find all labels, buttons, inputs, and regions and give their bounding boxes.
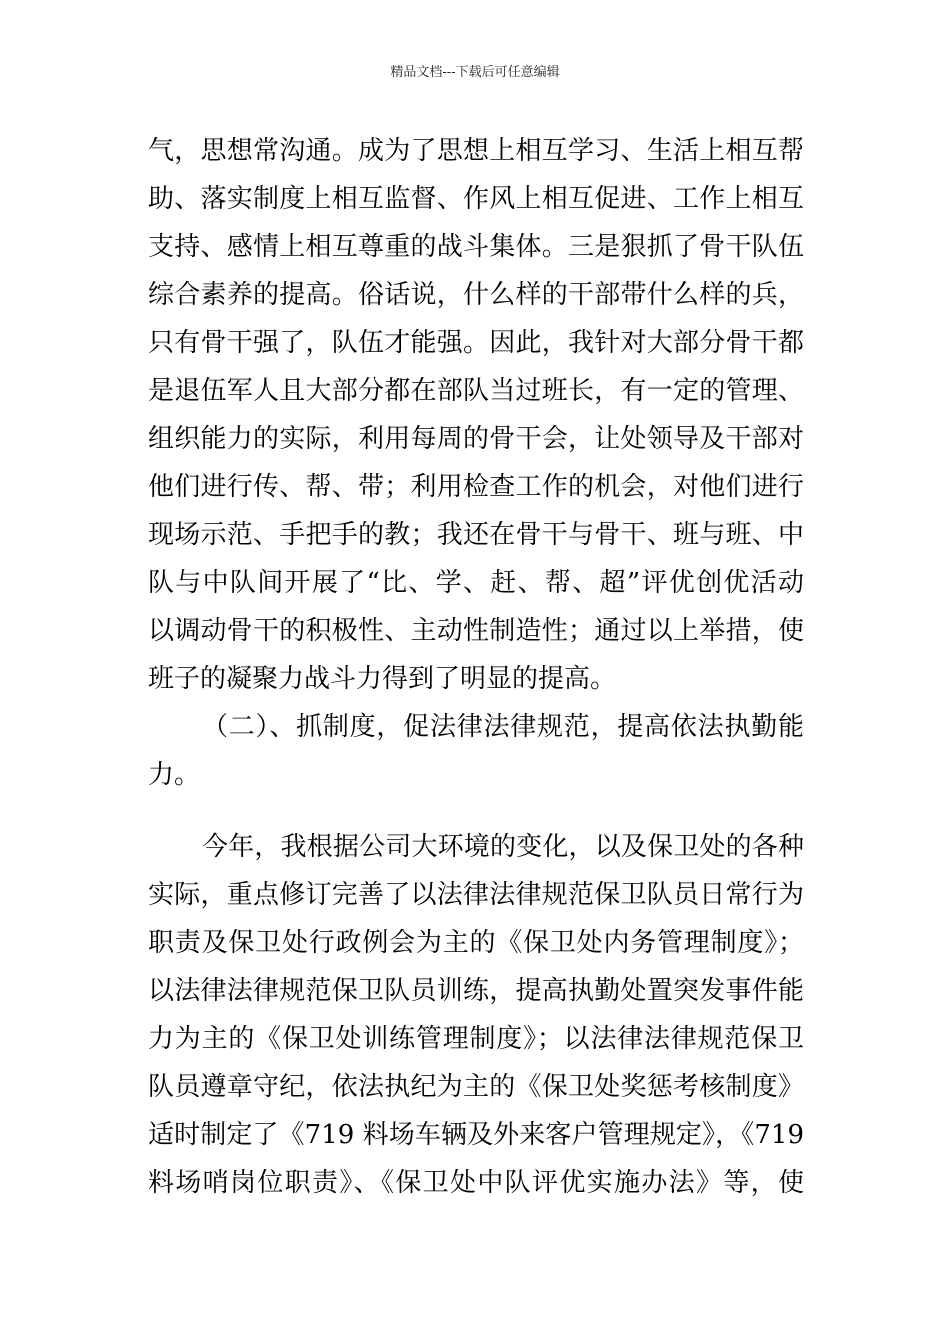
page-header: 精品文档---下载后可任意编辑 [390,65,560,80]
paragraph-line: 支持、感情上相互尊重的战斗集体。三是狠抓了骨干队伍 [148,232,804,262]
paragraph-line: 综合素养的提高。俗话说，什么样的干部带什么样的兵， [148,280,804,310]
paragraph-line: 是退伍军人且大部分都在部队当过班长，有一定的管理、 [148,376,804,406]
paragraph-line: 以法律法律规范保卫队员训练，提高执勤处置突发事件能 [148,976,804,1006]
paragraph-line: 班子的凝聚力战斗力得到了明显的提高。 [148,664,617,694]
paragraph-line: 实际，重点修订完善了以法律法律规范保卫队员日常行为 [148,880,804,910]
section-heading-line: 力。 [148,760,201,790]
paragraph-line: 他们进行传、帮、带；利用检查工作的机会，对他们进行 [148,472,804,502]
paragraph-line: 力为主的《保卫处训练管理制度》；以法律法律规范保卫 [148,1024,804,1054]
paragraph-line: 料场哨岗位职责》、《保卫处中队评优实施办法》等，使 [148,1168,804,1198]
paragraph-line: 适时制定了《719 料场车辆及外来客户管理规定》，《719 [148,1120,804,1150]
paragraph-line: 以调动骨干的积极性、主动性制造性；通过以上举措，使 [148,616,804,646]
section-heading-line: （二）、抓制度，促法律法律规范，提高依法执勤能 [202,712,804,742]
paragraph-line: 队与中队间开展了“比、学、赶、帮、超”评优创优活动 [148,568,804,598]
paragraph-line: 只有骨干强了，队伍才能强。因此，我针对大部分骨干都 [148,328,804,358]
paragraph-line: 今年，我根据公司大环境的变化，以及保卫处的各种 [202,832,804,862]
paragraph-line: 现场示范、手把手的教；我还在骨干与骨干、班与班、中 [148,520,804,550]
paragraph-line: 气，思想常沟通。成为了思想上相互学习、生活上相互帮 [148,136,804,166]
paragraph-line: 组织能力的实际，利用每周的骨干会，让处领导及干部对 [148,424,804,454]
paragraph-line: 助、落实制度上相互监督、作风上相互促进、工作上相互 [148,184,804,214]
paragraph-line: 队员遵章守纪，依法执纪为主的《保卫处奖惩考核制度》 [148,1072,804,1102]
paragraph-line: 职责及保卫处行政例会为主的《保卫处内务管理制度》； [148,928,804,958]
